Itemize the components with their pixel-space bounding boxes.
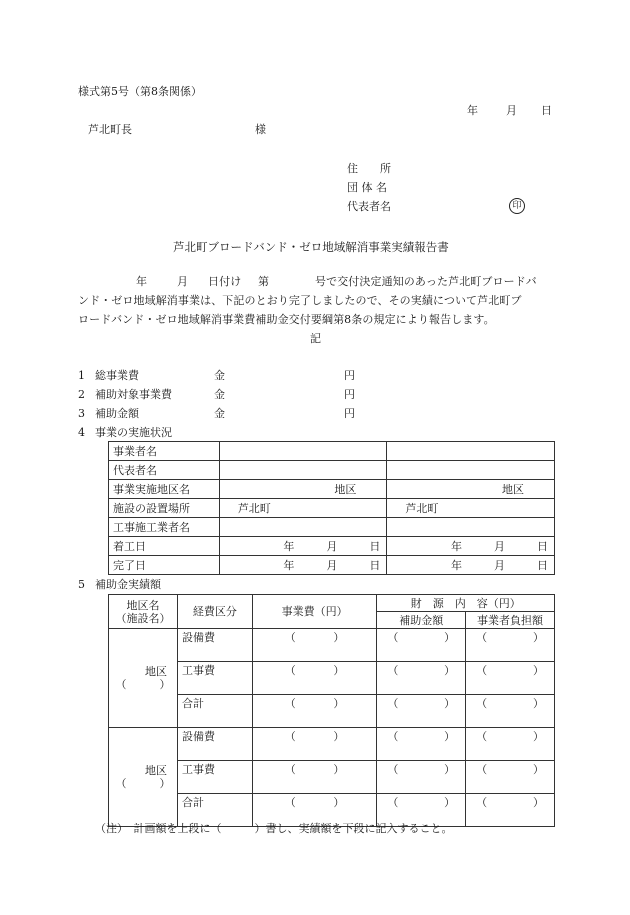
seal-icon: 印 (509, 198, 525, 214)
paren-close: ） (444, 664, 456, 677)
cost-cell (252, 728, 377, 761)
section4-label: 事業の実施状況 (95, 426, 172, 439)
burden-cell (466, 662, 555, 695)
category-cell: 設備費 (177, 629, 252, 662)
item-kin: 金 (214, 407, 225, 420)
date-year: 年 (467, 104, 478, 117)
addressee-honorific: 様 (255, 123, 266, 136)
item-num: 2 (78, 388, 85, 401)
paren-close: ） (444, 631, 456, 644)
body-month: 月 (177, 275, 189, 288)
area-group-cell (109, 728, 178, 827)
paren-open: （ (387, 697, 399, 710)
header-facility: （施設名） (115, 611, 171, 625)
header-area-name: 地区名 (126, 598, 160, 612)
table-row (109, 728, 555, 761)
body-line2: ンド・ゼロ地域解消事業は、下記のとおり完了しましたので、その実績について芦北町ブ (78, 294, 522, 307)
item-yen: 円 (344, 388, 355, 401)
paren-close: ） (533, 664, 544, 677)
paren-close: ） (333, 796, 345, 809)
paren-open: （ (476, 763, 488, 776)
area-group-cell (109, 629, 178, 728)
paren-close: ） (333, 631, 345, 644)
year-label: 年 (283, 558, 295, 572)
month-label: 月 (326, 558, 338, 572)
applicant-group-label: 団 体 名 (347, 181, 387, 194)
table-row (109, 499, 555, 518)
table-row (109, 629, 555, 662)
paren-open: （ (284, 664, 296, 677)
body-year: 年 (136, 275, 148, 288)
paren-open: （ (476, 796, 488, 809)
paren-open: （ (284, 730, 296, 743)
date-month: 月 (506, 104, 517, 117)
year-label: 年 (451, 558, 462, 572)
paren-open: （ (476, 631, 488, 644)
date-day: 日 (541, 104, 552, 117)
subsidy-cell (377, 761, 466, 794)
header-cost: 事業費（円） (252, 595, 377, 629)
table-header-row (109, 595, 555, 612)
row-label: 代表者名 (109, 461, 220, 480)
table-row (109, 480, 555, 499)
document-title: 芦北町ブロードバンド・ゼロ地域解消事業実績報告書 (173, 240, 449, 254)
paren-open: （ (387, 664, 399, 677)
table-row (109, 518, 555, 537)
footnote: （注） 計画額を上段に（ ）書し、実績額を下段に記入すること。 (95, 822, 453, 835)
category-cell: 合計 (177, 695, 252, 728)
cost-cell (252, 761, 377, 794)
burden-cell (466, 629, 555, 662)
cell-empty (219, 442, 387, 461)
subsidy-cell (377, 662, 466, 695)
row-label: 施設の設置場所 (109, 499, 220, 518)
paren-close: ） (533, 796, 544, 809)
row-label: 事業実施地区名 (109, 480, 220, 499)
section5-label: 補助金実績額 (95, 578, 161, 591)
category-cell: 合計 (177, 794, 252, 827)
subsidy-cell (377, 695, 466, 728)
applicant-rep-label: 代表者名 (347, 200, 391, 213)
month-label: 月 (494, 539, 505, 553)
paren-open: （ (387, 796, 399, 809)
category-cell: 設備費 (177, 728, 252, 761)
month-label: 月 (494, 558, 505, 572)
addressee-name: 芦北町長 (88, 123, 132, 136)
burden-cell (466, 695, 555, 728)
date-cell (387, 556, 555, 575)
table-row (109, 442, 555, 461)
cost-cell (252, 662, 377, 695)
ki-heading: 記 (310, 332, 321, 345)
burden-cell (466, 794, 555, 827)
item-num: 3 (78, 407, 85, 420)
date-cell (387, 537, 555, 556)
form-number: 様式第5号（第8条関係） (78, 85, 202, 98)
table-row (109, 461, 555, 480)
paren-close: ） (444, 697, 456, 710)
area-group-paren: （ ） (115, 777, 171, 790)
cell-empty (219, 518, 387, 537)
item-label: 補助対象事業費 (95, 388, 172, 401)
header-source: 財 源 内 容（円） (377, 595, 555, 612)
item-kin: 金 (214, 388, 225, 401)
header-burden: 事業者負担額 (466, 612, 555, 629)
item-yen: 円 (344, 407, 355, 420)
paren-close: ） (533, 697, 544, 710)
row-label: 事業者名 (109, 442, 220, 461)
area-group-label: 地区 (144, 665, 167, 678)
paren-open: （ (387, 763, 399, 776)
paren-open: （ (476, 697, 488, 710)
area-cell: 地区 (219, 480, 387, 499)
paren-close: ） (333, 697, 345, 710)
table-row (109, 556, 555, 575)
year-label: 年 (451, 539, 462, 553)
month-label: 月 (326, 539, 338, 553)
day-label: 日 (369, 539, 381, 553)
area-group-paren: （ ） (115, 678, 171, 691)
date-cell (219, 556, 387, 575)
item-label: 総事業費 (95, 369, 139, 382)
body-no: 第 (258, 275, 270, 288)
body-line1: 号で交付決定通知のあった芦北町ブロードバ (315, 275, 537, 288)
paren-close: ） (333, 664, 345, 677)
day-label: 日 (537, 539, 548, 553)
subsidy-table (108, 594, 555, 827)
body-day: 日付け (208, 275, 242, 288)
section5-num: 5 (78, 578, 85, 591)
category-cell: 工事費 (177, 662, 252, 695)
section4-num: 4 (78, 426, 85, 439)
day-label: 日 (369, 558, 381, 572)
cost-cell (252, 695, 377, 728)
applicant-address-label: 住 所 (347, 162, 391, 175)
area-group-label: 地区 (144, 764, 167, 777)
burden-cell (466, 728, 555, 761)
paren-open: （ (284, 631, 296, 644)
location-cell: 芦北町 (387, 499, 555, 518)
burden-cell (466, 761, 555, 794)
paren-close: ） (533, 631, 544, 644)
row-label: 着工日 (109, 537, 220, 556)
row-label: 完了日 (109, 556, 220, 575)
paren-open: （ (476, 730, 488, 743)
area-cell: 地区 (387, 480, 555, 499)
category-cell: 工事費 (177, 761, 252, 794)
day-label: 日 (537, 558, 548, 572)
cost-cell (252, 629, 377, 662)
header-area (109, 595, 178, 629)
item-label: 補助金額 (95, 407, 139, 420)
paren-open: （ (284, 796, 296, 809)
location-cell: 芦北町 (219, 499, 387, 518)
item-kin: 金 (214, 369, 225, 382)
header-category: 経費区分 (177, 595, 252, 629)
item-num: 1 (78, 369, 85, 382)
table-row (109, 537, 555, 556)
paren-close: ） (533, 730, 544, 743)
paren-close: ） (333, 763, 345, 776)
header-subsidy: 補助金額 (377, 612, 466, 629)
subsidy-cell (377, 728, 466, 761)
subsidy-cell (377, 629, 466, 662)
cell-empty (387, 518, 555, 537)
paren-open: （ (284, 697, 296, 710)
date-cell (219, 537, 387, 556)
year-label: 年 (283, 539, 295, 553)
row-label: 工事施工業者名 (109, 518, 220, 537)
cell-empty (387, 442, 555, 461)
cell-empty (219, 461, 387, 480)
paren-close: ） (444, 796, 456, 809)
item-yen: 円 (344, 369, 355, 382)
implementation-table (108, 441, 555, 575)
paren-open: （ (387, 631, 399, 644)
paren-open: （ (284, 763, 296, 776)
paren-close: ） (333, 730, 345, 743)
paren-close: ） (444, 730, 456, 743)
paren-open: （ (476, 664, 488, 677)
cell-empty (387, 461, 555, 480)
body-line3: ロードバンド・ゼロ地域解消事業費補助金交付要綱第8条の規定により報告します。 (78, 313, 495, 326)
paren-close: ） (444, 763, 456, 776)
paren-open: （ (387, 730, 399, 743)
paren-close: ） (533, 763, 544, 776)
